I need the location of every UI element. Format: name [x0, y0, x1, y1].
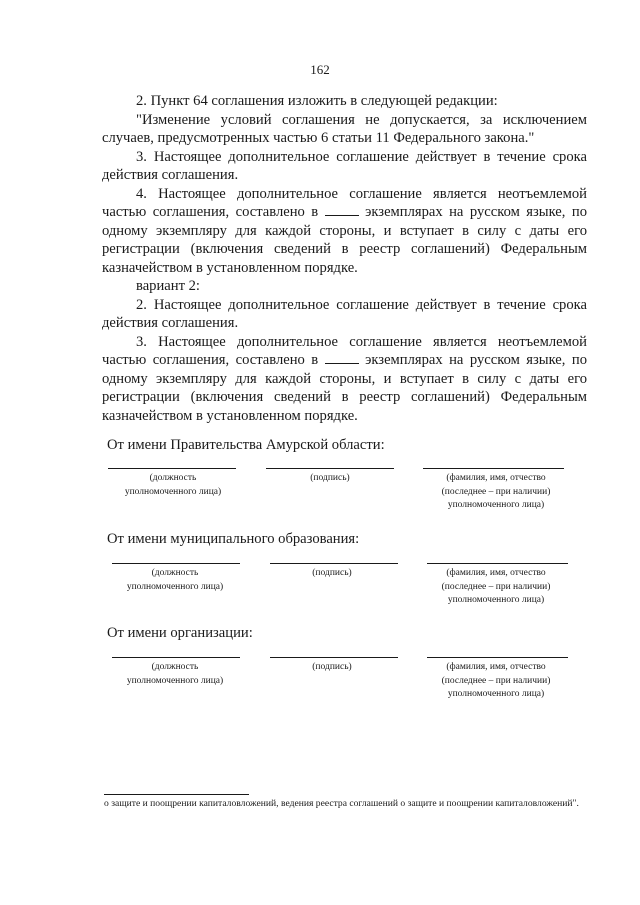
name-line [423, 468, 564, 469]
signature-heading: От имени муниципального образования: [107, 531, 360, 547]
signature-line [270, 563, 398, 564]
name-caption: (фамилия, имя, отчество (последнее – при наличии) уполномоченного лица) [441, 568, 551, 605]
signature-line [266, 468, 394, 469]
signature-caption: (подпись) [312, 662, 352, 672]
paragraph: 3. Настоящее дополнительное соглашение действует в течение срока действия соглашения. [102, 148, 587, 183]
signature-line [270, 657, 398, 658]
position-caption: (должность уполномоченного лица) [126, 662, 224, 686]
signature-caption: (подпись) [310, 473, 350, 483]
footnote-separator [104, 794, 249, 795]
variant-label: вариант 2: [136, 278, 200, 294]
name-line [427, 563, 568, 564]
page-number: 162 [310, 62, 330, 77]
signature-caption: (подпись) [312, 568, 352, 578]
paragraph: 2. Настоящее дополнительное соглашение действует в течение срока действия соглашения. [102, 296, 587, 331]
document-body [102, 92, 587, 425]
copies-blank [325, 351, 359, 364]
position-line [112, 657, 240, 658]
name-line [427, 657, 568, 658]
name-caption: (фамилия, имя, отчество (последнее – при наличии) уполномоченного лица) [441, 662, 551, 699]
position-line [112, 563, 240, 564]
paragraph: 4. Настоящее дополнительное соглашение является неотъемлемой частью соглашения, составлено в экземплярах на русском языке, по одному экземпляру для каждой стороны, и вступает в силу с даты его регистрации (включения сведений в реестр соглашений) Федеральным казначейством в установленном порядке. [102, 185, 587, 276]
signature-heading: От имени Правительства Амурской области: [107, 437, 385, 453]
footnote: о защите и поощрении капиталовложений, ведения реестра соглашений о защите и поощрении капиталовложений". [104, 798, 579, 809]
name-caption: (фамилия, имя, отчество (последнее – при наличии) уполномоченного лица) [441, 473, 551, 510]
paragraph: 2. Пункт 64 соглашения изложить в следующей редакции: [136, 93, 498, 109]
signature-heading: От имени организации: [107, 625, 253, 641]
paragraph: 3. Настоящее дополнительное соглашение является неотъемлемой частью соглашения, составлено в экземплярах на русском языке, по одному экземпляру для каждой стороны, и вступает в силу с даты его регистрации (включения сведений в реестр соглашений) Федеральным казначейством в установленном порядке. [102, 333, 587, 424]
paragraph: "Изменение условий соглашения не допускается, за исключением случаев, предусмотренных частью 6 статьи 11 Федерального закона." [102, 111, 587, 146]
position-line [108, 468, 236, 469]
position-caption: (должность уполномоченного лица) [126, 568, 224, 592]
copies-blank [325, 203, 359, 216]
position-caption: (должность уполномоченного лица) [124, 473, 222, 497]
